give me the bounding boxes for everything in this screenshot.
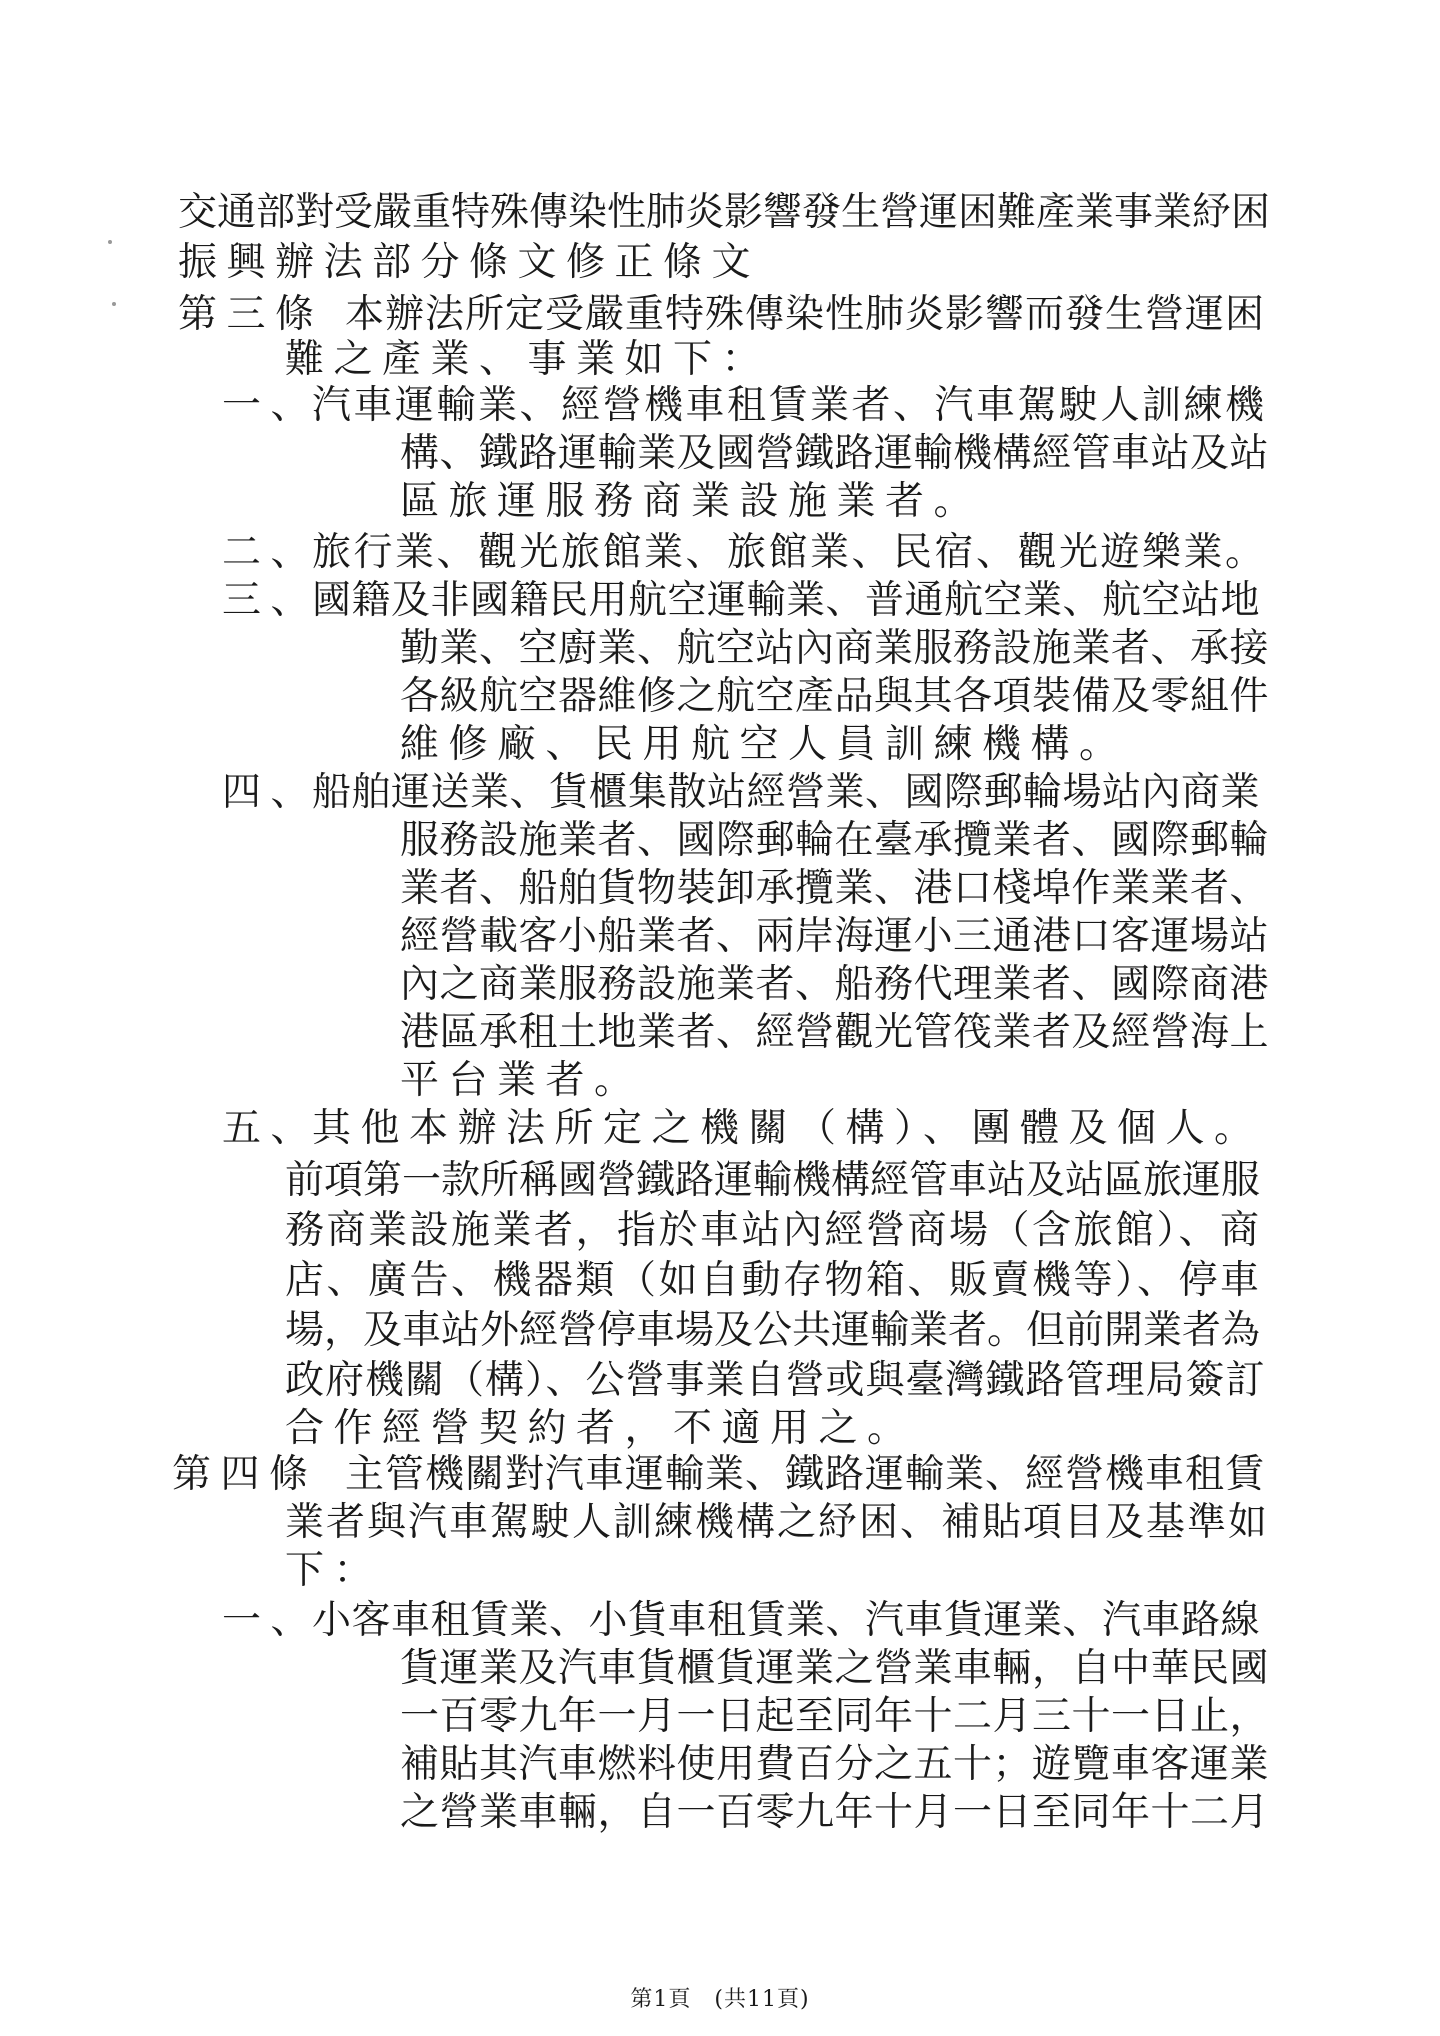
article-3-item-5-num: 五、: [222, 1106, 320, 1151]
article-3-para-2-line-1: 前項第一款所稱國營鐵路運輸機構經管車站及站區旅運服: [285, 1158, 1261, 1203]
article-4-item-1-num: 一、: [222, 1598, 320, 1643]
article-3-item-5-line-1: 其他本辦法所定之機關（構）、團體及個人。: [312, 1106, 1263, 1151]
scan-speck: [112, 302, 116, 306]
article-3-item-1-line-1: 汽車運輸業、經營機車租賃業者、汽車駕駛人訓練機: [312, 383, 1267, 428]
article-3-item-4-line-1: 船舶運送業、貨櫃集散站經營業、國際郵輪場站內商業: [312, 770, 1261, 815]
article-3-intro-line-1: 本辦法所定受嚴重特殊傳染性肺炎影響而發生營運困: [345, 292, 1266, 337]
article-3-item-1-num: 一、: [222, 383, 320, 428]
article-3-para-2-line-3: 店、廣告、機器類（如自動存物箱、販賣機等）、停車: [285, 1258, 1262, 1303]
article-3-item-3-line-4: 維修廠、民用航空人員訓練機構。: [400, 722, 1128, 767]
article-3-item-2-line-1: 旅行業、觀光旅館業、旅館業、民宿、觀光遊樂業。: [312, 530, 1267, 575]
article-4-item-1-line-4: 補貼其汽車燃料使用費百分之五十；遊覽車客運業: [400, 1742, 1270, 1787]
article-4-label: 第四條: [172, 1452, 318, 1497]
article-3-para-2-line-2: 務商業設施業者，指於車站內經營商場（含旅館）、商: [285, 1208, 1262, 1253]
article-4-item-1-line-5: 之營業車輛，自一百零九年十月一日至同年十二月: [400, 1790, 1270, 1835]
article-3-item-2-num: 二、: [222, 530, 320, 575]
article-4-item-1-line-1: 小客車租賃業、小貨車租賃業、汽車貨運業、汽車路線: [312, 1598, 1261, 1643]
article-3-label: 第三條: [178, 292, 324, 337]
article-3-item-1-line-3: 區旅運服務商業設施業者。: [400, 479, 983, 524]
article-4-intro-line-3: 下：: [285, 1548, 383, 1593]
article-3-item-3-line-2: 勤業、空廚業、航空站內商業服務設施業者、承接: [400, 626, 1270, 671]
article-3-item-3-line-1: 國籍及非國籍民用航空運輸業、普通航空業、航空站地: [312, 578, 1261, 623]
article-3-item-4-num: 四、: [222, 770, 320, 815]
title-line-2: 振興辦法部分條文修正條文: [178, 240, 761, 285]
article-3-para-2-line-5: 政府機關（構）、公營事業自營或與臺灣鐵路管理局簽訂: [285, 1358, 1266, 1403]
article-3-item-3-num: 三、: [222, 578, 320, 623]
article-3-item-3-line-3: 各級航空器維修之航空產品與其各項裝備及零組件: [400, 674, 1270, 719]
article-3-item-1-line-2: 構、鐵路運輸業及國營鐵路運輸機構經管車站及站: [400, 431, 1270, 476]
article-4-item-1-line-2: 貨運業及汽車貨櫃貨運業之營業車輛，自中華民國: [400, 1646, 1270, 1691]
article-3-item-4-line-5: 內之商業服務設施業者、船務代理業者、國際商港: [400, 962, 1270, 1007]
article-4-item-1-line-3: 一百零九年一月一日起至同年十二月三十一日止，: [400, 1694, 1270, 1739]
page-number-footer: 第1頁 (共11頁): [630, 1987, 810, 2012]
article-3-item-4-line-7: 平台業者。: [400, 1058, 643, 1103]
scan-speck: [108, 240, 112, 244]
article-3-item-4-line-4: 經營載客小船業者、兩岸海運小三通港口客運場站: [400, 914, 1270, 959]
article-3-item-4-line-6: 港區承租土地業者、經營觀光管筏業者及經營海上: [400, 1010, 1270, 1055]
article-4-intro-line-1: 主管機關對汽車運輸業、鐵路運輸業、經營機車租賃: [345, 1452, 1266, 1497]
article-3-item-4-line-2: 服務設施業者、國際郵輪在臺承攬業者、國際郵輪: [400, 818, 1270, 863]
article-3-para-2-line-4: 場，及車站外經營停車場及公共運輸業者。但前開業者為: [285, 1308, 1261, 1353]
article-4-intro-line-2: 業者與汽車駕駛人訓練機構之紓困、補貼項目及基準如: [285, 1500, 1270, 1545]
article-3-para-2-line-6: 合作經營契約者，不適用之。: [285, 1406, 916, 1451]
title-line-1: 交通部對受嚴重特殊傳染性肺炎影響發生營運困難產業事業紓困: [178, 190, 1271, 235]
article-3-item-4-line-3: 業者、船舶貨物裝卸承攬業、港口棧埠作業業者、: [400, 866, 1270, 911]
article-3-intro-line-2: 難之產業、事業如下：: [285, 337, 771, 382]
